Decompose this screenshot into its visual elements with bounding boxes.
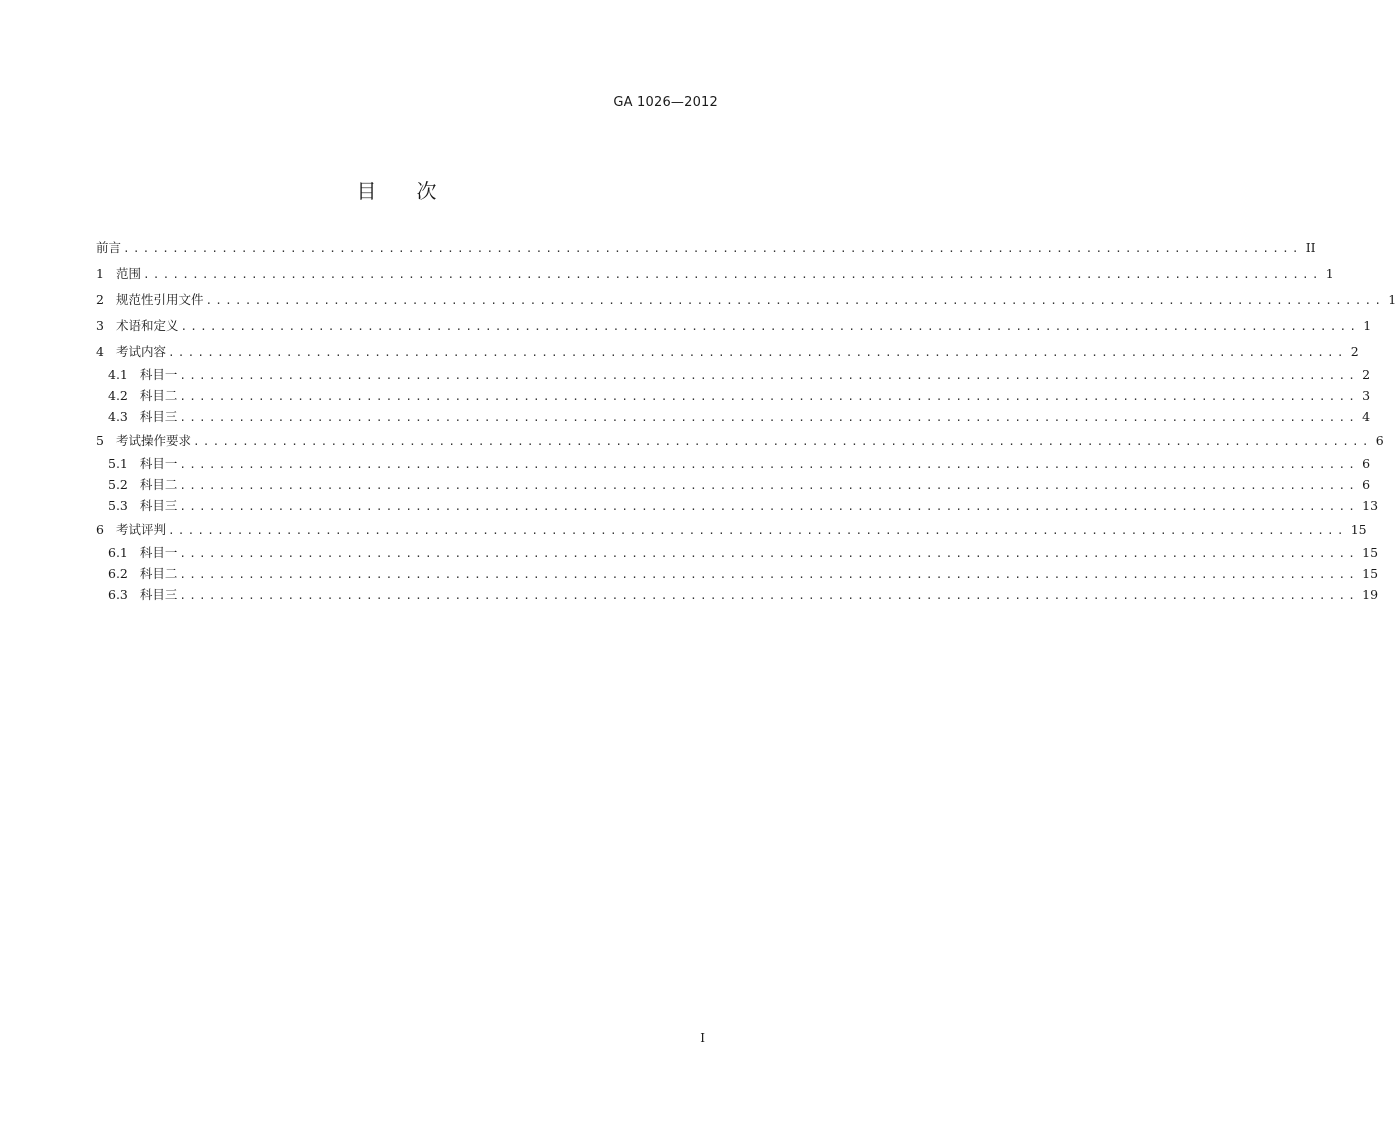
toc-entry-page: 19 [1362, 587, 1379, 602]
standard-number: GA 1026—2012 [613, 95, 718, 110]
toc-entry[interactable] [96, 429, 1384, 453]
toc-entry[interactable] [96, 236, 1316, 260]
toc-entry-page: 2 [1362, 367, 1371, 382]
toc-entry-number: 6.2 [108, 566, 128, 581]
toc-entry[interactable] [96, 518, 1367, 542]
toc-entry-page: 2 [1350, 344, 1359, 359]
toc-entry-number: 4 [96, 344, 104, 359]
toc-entry[interactable] [96, 584, 1379, 605]
toc-entry-number: 4.3 [108, 409, 128, 424]
toc-leader-dots: ........................................................................................................................ [192, 435, 1372, 448]
toc-entry[interactable] [96, 495, 1379, 516]
page-number: I [700, 1031, 705, 1045]
toc-leader-dots: ........................................................................................................................ [179, 500, 1359, 513]
toc-entry-label [108, 495, 179, 516]
table-of-contents [96, 236, 1396, 605]
toc-entry-number: 5 [96, 433, 104, 448]
toc-entry-number: 6 [96, 522, 104, 537]
toc-entry-page: 4 [1362, 409, 1371, 424]
toc-entry[interactable] [96, 364, 1371, 385]
toc-entry-number: 4.1 [108, 367, 128, 382]
toc-leader-dots: ........................................................................................................................ [142, 268, 1322, 281]
toc-entry-text: 术语和定义 [115, 318, 179, 333]
toc-entry-page: 1 [1325, 266, 1334, 281]
toc-entry-label [108, 474, 179, 495]
toc-entry-number: 3 [96, 318, 104, 333]
toc-entry-text: 科目三 [139, 409, 178, 424]
toc-leader-dots: ........................................................................................................................ [179, 479, 1359, 492]
toc-entry-text: 前言 [96, 240, 122, 255]
toc-entry-page: 15 [1362, 566, 1379, 581]
toc-entry-label [96, 314, 180, 338]
toc-entry-page: 15 [1350, 522, 1367, 537]
toc-entry-page: 6 [1362, 477, 1371, 492]
toc-entry-label [108, 385, 179, 406]
toc-entry-text: 考试内容 [115, 344, 166, 359]
toc-entry-label [108, 453, 179, 474]
toc-entry[interactable] [96, 288, 1396, 312]
toc-entry[interactable] [96, 542, 1379, 563]
toc-entry[interactable] [96, 385, 1371, 406]
toc-entry-label [96, 288, 205, 312]
toc-leader-dots: ........................................................................................................................ [179, 369, 1359, 382]
toc-entry-text: 考试评判 [115, 522, 166, 537]
toc-entry-label [96, 518, 168, 542]
toc-entry-label [108, 406, 179, 427]
toc-entry-page: 6 [1375, 433, 1384, 448]
toc-entry-label [108, 563, 179, 584]
toc-leader-dots: ........................................................................................................................ [123, 242, 1302, 255]
toc-entry-page: 13 [1362, 498, 1379, 513]
toc-leader-dots: ........................................................................................................................ [180, 320, 1360, 333]
toc-leader-dots: ........................................................................................................................ [179, 411, 1359, 424]
toc-entry-label [96, 236, 123, 260]
toc-entry-text: 科目一 [139, 367, 178, 382]
toc-entry-number: 5.2 [108, 477, 128, 492]
toc-entry-label [108, 542, 179, 563]
toc-leader-dots: ........................................................................................................................ [179, 390, 1359, 403]
toc-entry-page: 1 [1363, 318, 1372, 333]
toc-entry-text: 科目二 [139, 566, 178, 581]
toc-entry-label [108, 364, 179, 385]
toc-entry-label [108, 584, 179, 605]
toc-entry-label [96, 262, 143, 286]
toc-entry-page: 6 [1362, 456, 1371, 471]
page-title [0, 175, 793, 204]
toc-entry-text: 科目二 [139, 388, 178, 403]
toc-leader-dots: ........................................................................................................................ [167, 346, 1347, 359]
toc-entry-page: 1 [1388, 292, 1396, 307]
toc-entry[interactable] [96, 340, 1359, 364]
toc-entry-text: 科目一 [139, 545, 178, 560]
toc-entry[interactable] [96, 406, 1371, 427]
toc-leader-dots: ........................................................................................................................ [205, 294, 1385, 307]
toc-entry-number: 5.3 [108, 498, 128, 513]
toc-entry-number: 6.3 [108, 587, 128, 602]
page-title-text: 目次 [356, 179, 477, 203]
toc-entry-number: 2 [96, 292, 104, 307]
toc-entry-text: 科目二 [139, 477, 178, 492]
toc-entry-page: II [1305, 240, 1316, 255]
toc-leader-dots: ........................................................................................................................ [179, 568, 1359, 581]
toc-entry-label [96, 340, 168, 364]
toc-entry-number: 5.1 [108, 456, 128, 471]
toc-entry-text: 考试操作要求 [115, 433, 191, 448]
toc-entry-label [96, 429, 193, 453]
toc-entry-text: 规范性引用文件 [115, 292, 204, 307]
toc-leader-dots: ........................................................................................................................ [179, 458, 1359, 471]
toc-entry-number: 4.2 [108, 388, 128, 403]
toc-entry[interactable] [96, 474, 1371, 495]
toc-entry-page: 3 [1362, 388, 1371, 403]
toc-entry[interactable] [96, 314, 1372, 338]
toc-entry-text: 范围 [115, 266, 141, 281]
toc-entry-number: 1 [96, 266, 104, 281]
toc-entry[interactable] [96, 262, 1334, 286]
toc-leader-dots: ........................................................................................................................ [179, 547, 1359, 560]
toc-entry-text: 科目一 [139, 456, 178, 471]
toc-leader-dots: ........................................................................................................................ [167, 524, 1347, 537]
toc-leader-dots: ........................................................................................................................ [179, 589, 1359, 602]
toc-entry-page: 15 [1362, 545, 1379, 560]
toc-entry-number: 6.1 [108, 545, 128, 560]
toc-entry[interactable] [96, 563, 1379, 584]
toc-entry-text: 科目三 [139, 587, 178, 602]
toc-entry-text: 科目三 [139, 498, 178, 513]
toc-entry[interactable] [96, 453, 1371, 474]
